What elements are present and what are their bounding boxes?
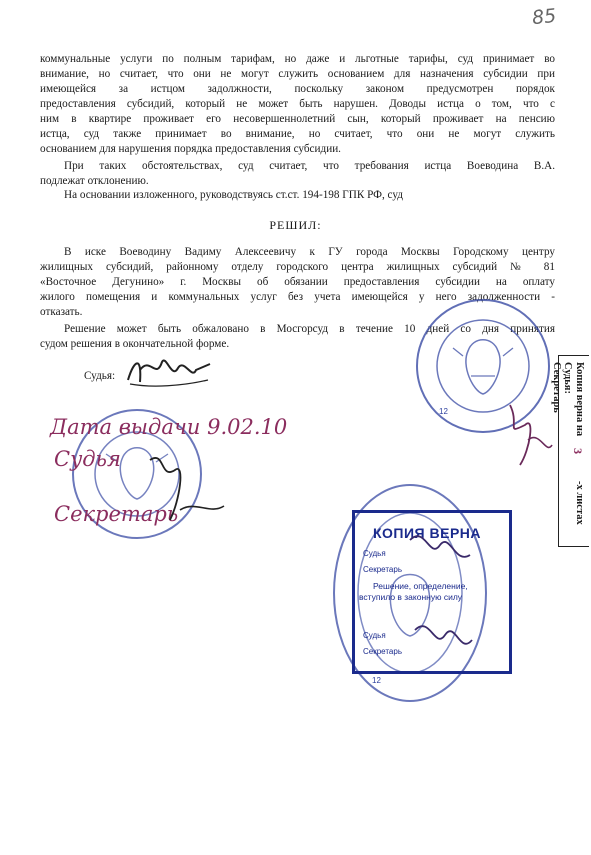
side-stamp-suffix: -х листах (574, 481, 585, 525)
body-line: имеющейся за истцом задолжности, поскольку законом предусмотрен порядок (40, 83, 555, 95)
body-line: основанием для нарушения порядка предоставления субсидии. (40, 143, 341, 155)
judge-signature (122, 350, 217, 400)
body-line: истца, суд также принимает во внимание, но считает, что они не могут служить (40, 128, 555, 140)
decision-heading: РЕШИЛ: (269, 218, 322, 232)
handwritten-date: Дата выдачи 9.02.10 (50, 415, 288, 439)
blue-stamp-effect-1: Решение, определение, (373, 581, 468, 591)
blue-stamp-title: КОПИЯ ВЕРНА (373, 525, 482, 541)
appeal-line: Решение может быть обжаловано в Мосгорсуд в течение 10 дней со дня принятия (64, 323, 555, 335)
stamp-signatures (400, 520, 480, 670)
seal-number-lower: 12 (372, 676, 381, 685)
blue-stamp-secretary: Секретарь (363, 565, 402, 574)
side-signatures (500, 395, 556, 475)
side-stamp-title: Копия верна на (574, 362, 585, 437)
decision-line: жилищных субсидий, районному отделу городского центра жилищных субсидий № 81 (40, 261, 555, 273)
handwritten-signatures (140, 440, 230, 540)
seal-number: 12 (439, 407, 448, 416)
basis-line: На основании изложенного, руководствуясь ст.ст. 194-198 ГПК РФ, суд (64, 189, 403, 201)
blue-stamp-judge: Судья (363, 549, 386, 558)
body-line: внимание, но считает, что они не могут служить основанием для назначения субсидии при (40, 68, 555, 80)
conclusion-line: подлежат отклонению. (40, 175, 149, 187)
appeal-line: судом решения в окончательной форме. (40, 338, 230, 350)
handwritten-secretary: Секретарь (54, 502, 179, 526)
body-line: коммунальные услуги по полным тарифам, но даже и льготные тарифы, суд принимает во (40, 53, 555, 65)
conclusion-line: При таких обстоятельствах, суд считает, что требования истца Воеводина В.А. (64, 160, 555, 172)
handwritten-judge: Судья (54, 447, 121, 471)
judge-label: Судья: (84, 370, 116, 382)
side-stamp-pages: 3 (571, 448, 585, 454)
copy-certification-box (551, 355, 589, 547)
side-stamp-secretary: Секретарь (551, 362, 562, 413)
blue-stamp-secretary-2: Секретарь (363, 647, 402, 656)
body-line: ним в квартире проживает его несовершеннолетний сын, который проживает на пенсию (40, 113, 555, 125)
blue-stamp-effect-2: вступило в законную силу (359, 592, 463, 602)
body-line: предоставления субсидий, который не может быть нарушен. Доводы истца о том, что с (40, 98, 555, 110)
page-number: 85 (530, 4, 558, 30)
blue-stamp-judge-2: Судья (363, 631, 386, 640)
decision-line: «Восточное Дегунино» г. Москвы об обязании предоставления субсидии на оплату (40, 276, 555, 288)
decision-line: В иске Воеводину Вадиму Алексеевичу к ГУ города Москвы Городскому центру (64, 246, 555, 258)
side-stamp-judge: Судья: (562, 362, 573, 394)
decision-line: жилого помещения и коммунальных услуг без учета имеющейся у него задолженности - (40, 291, 555, 303)
decision-line: отказать. (40, 306, 83, 318)
